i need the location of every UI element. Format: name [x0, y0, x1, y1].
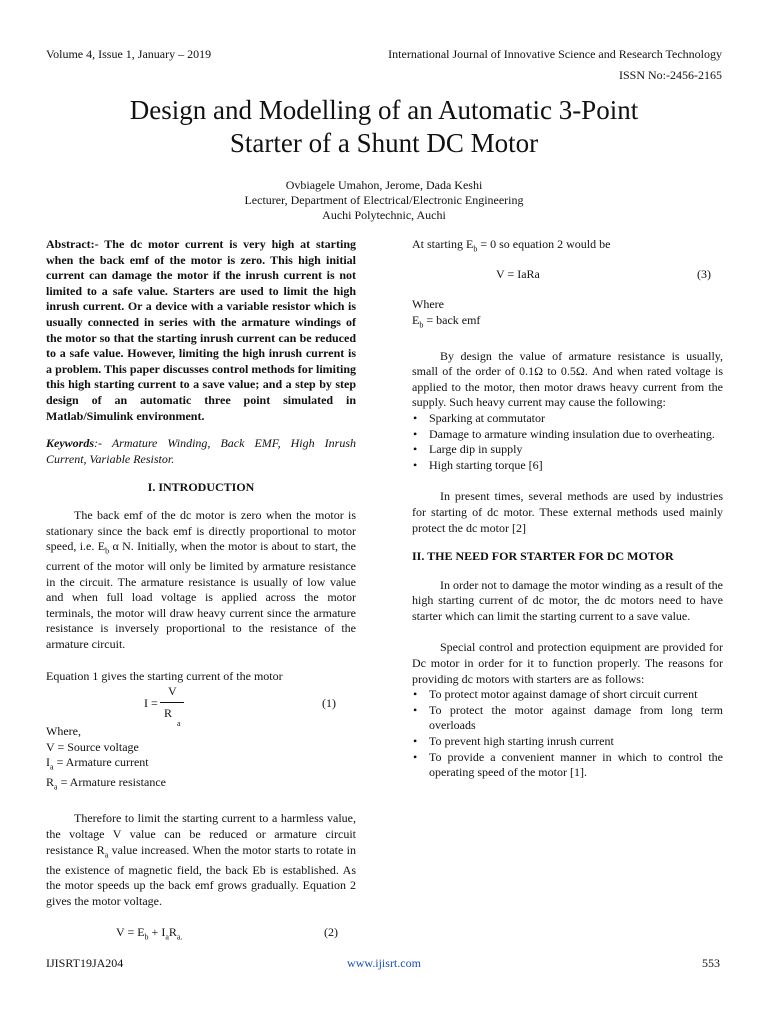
title-line-1: Design and Modelling of an Automatic 3-Point [129, 95, 639, 125]
p2-sub: a [104, 849, 109, 859]
def-armature-current [46, 755, 356, 775]
p2-text-b: value increased. When the motor starts to rotate in the existence of magnetic field, the back Eb is established. As the motor speeds up the back emf grows gradually. Equation 2 gives the motor voltage. [46, 842, 356, 908]
eq2-number: (2) [324, 925, 338, 940]
footer-page-number: 553 [702, 956, 720, 970]
author-block [40, 178, 728, 223]
eq1-denominator-sub: a [177, 719, 181, 729]
header-issn: ISSN No:-2456-2165 [618, 68, 722, 82]
right-column [412, 237, 723, 781]
at-starting [412, 237, 723, 257]
where-label-right: Where [412, 296, 444, 311]
keywords [46, 436, 356, 467]
header-journal: International Journal of Innovative Science and Research Technology [388, 47, 722, 61]
start-sub: b [473, 244, 478, 254]
eq2-expression [116, 925, 182, 945]
def-voltage: V = Source voltage [46, 739, 139, 754]
keywords-label: Keywords [46, 436, 94, 451]
def-ra-sub: a [54, 782, 58, 792]
eq1-lhs: I = [144, 696, 158, 711]
list-item: • Sparking at commutator [412, 411, 723, 427]
start-text-a: At starting E [412, 237, 474, 251]
author-names: Ovbiagele Umahon, Jerome, Dada Keshi [285, 178, 483, 192]
def-armature-resistance [46, 775, 356, 795]
fraction-bar [160, 702, 184, 703]
effects-list [412, 411, 723, 473]
def-back-emf [412, 313, 723, 333]
footer-url-link[interactable]: www.ijisrt.com [347, 956, 421, 970]
author-institution: Auchi Polytechnic, Auchi [322, 208, 446, 222]
paragraph-limit-current [46, 811, 356, 909]
eq1-denominator: R [164, 706, 173, 721]
def-ia-text: = Armature current [53, 755, 149, 770]
eq3-expression: V = IaRa [496, 266, 540, 281]
start-text-b: = 0 so equation 2 would be [477, 237, 611, 251]
equation-2 [46, 925, 356, 943]
paragraph-present-times: In present times, several methods are used by industries for starting of dc motor. These external methods used mainly protect the dc motor [2] [412, 489, 723, 535]
header-volume: Volume 4, Issue 1, January – 2019 [46, 47, 212, 61]
list-item: • Damage to armature winding insulation due to overheating. [412, 427, 723, 443]
author-affiliation: Lecturer, Department of Electrical/Electronic Engineering [244, 193, 524, 207]
def-eb-symbol: E [412, 312, 420, 327]
paper-title [40, 94, 728, 160]
def-ra-text: = Armature resistance [57, 775, 166, 790]
intro-text-a: The back emf of the dc motor is zero when the motor is stationary since the back emf is directly proportional to motor speed, i.e. E [46, 507, 356, 554]
eq3-number: (3) [697, 266, 711, 281]
eq2-r: R [168, 925, 177, 940]
section-heading-introduction: I. INTRODUCTION [147, 480, 255, 495]
keywords-text: :- Armature Winding, Back EMF, High Inrush Current, Variable Resistor. [46, 436, 356, 466]
list-item: • To protect motor against damage of short circuit current [412, 687, 723, 703]
list-item: • High starting torque [6] [412, 458, 723, 474]
eq1-intro: Equation 1 gives the starting current of the motor [46, 668, 283, 683]
equation-1 [46, 684, 356, 729]
def-ia-sub: a [50, 762, 54, 772]
eq2-a: V = E [116, 925, 145, 940]
equation-3 [412, 267, 723, 285]
paragraph-in-order: In order not to damage the motor winding as a result of the high starting current of dc motor, the dc motors need to have starter which can limit the starting current to a save value. [412, 577, 723, 623]
intro-paragraph [46, 508, 356, 653]
eq2-mid: + I [148, 925, 166, 940]
title-line-2: Starter of a Shunt DC Motor [229, 128, 539, 158]
def-eb-sub: b [419, 319, 424, 329]
list-item: • Large dip in supply [412, 442, 723, 458]
p2-text-a: Therefore to limit the starting current to a harmless value, the voltage V value can be reduced or armature circuit resistance R [46, 811, 356, 857]
intro-sub: b [105, 546, 110, 556]
paragraph-special-control: Special control and protection equipment are provided for Dc motor in order for it to function properly. The reasons for providing dc motors with starters are as follows: [412, 640, 723, 686]
section-heading-need-for-starter: II. THE NEED FOR STARTER FOR DC MOTOR [412, 549, 674, 564]
reasons-list [412, 687, 723, 781]
abstract: Abstract:- The dc motor current is very high at starting when the back emf of the motor is zero. This high initial current can damage the motor if the inrush current is not limited to a safe value. Starters are used to limit the high inrush current. Or a device with a variable resistor which is usually connected in series with the armature windings of the motor so that the starting inrush current can be reduced to a safe value. However, limiting the high inrush current is a problem. This paper discusses control methods for limiting this high starting current to a save value; and a step by step design of an automatic three point simulated in Matlab/Simulink environment. [46, 237, 356, 423]
intro-text-b: α N. Initially, when the motor is about to start, the current of the motor will only be limited by armature resistance in the circuit. The armature resistance is usually of low value and when full load voltage is applied across the motor terminals, the motor will draw heavy current since the armature resistance is inversely proportional to the resistance of the armature circuit. [46, 539, 356, 652]
footer-code: IJISRT19JA204 [46, 956, 124, 970]
def-ia-symbol: I [46, 755, 50, 770]
eq1-numerator: V [168, 684, 177, 699]
eq2-sub1: b [144, 932, 149, 942]
def-eb-text: = back emf [423, 312, 481, 327]
paragraph-design: By design the value of armature resistance is usually, small of the order of 0.1Ω to 0.5Ω. And when rated voltage is applied to the motor, then motor draws heavy current from the supply. Such heavy current may cause the following: [412, 348, 723, 410]
eq1-number: (1) [322, 696, 336, 711]
list-item: • To protect the motor against damage from long term overloads [412, 703, 723, 734]
list-item: • To prevent high starting inrush current [412, 734, 723, 750]
eq2-sub2: a [165, 932, 169, 942]
eq2-sub3: a. [176, 932, 183, 942]
list-item: • To provide a convenient manner in which to control the operating speed of the motor [1]. [412, 750, 723, 781]
where-label: Where, [46, 724, 81, 739]
left-column [46, 237, 356, 943]
def-ra-symbol: R [46, 775, 55, 790]
